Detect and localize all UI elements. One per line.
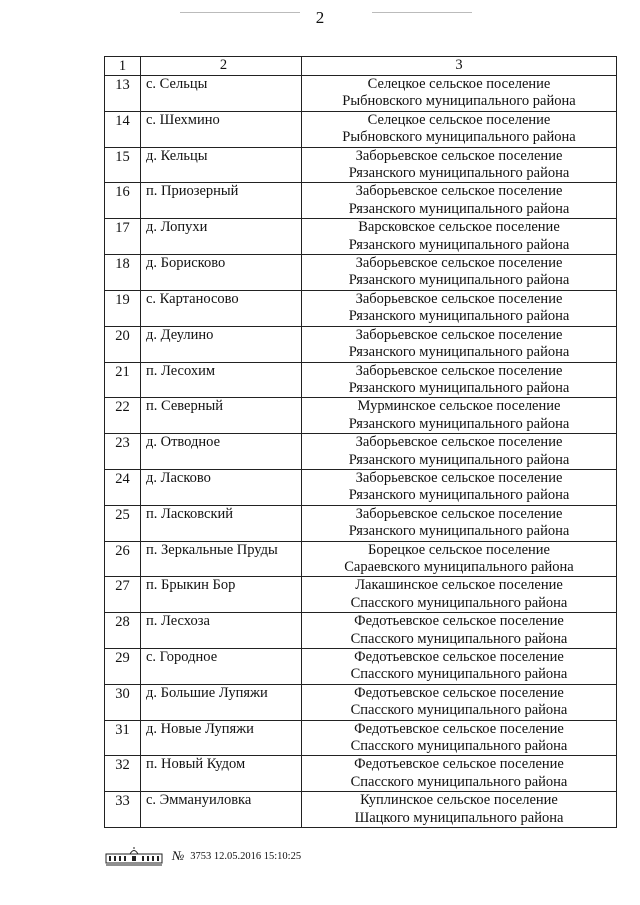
district-name: Рязанского муниципального района (348, 200, 570, 217)
government-building-logo (104, 846, 164, 866)
settlement-name: Федотьевское сельское поселение (354, 720, 564, 737)
table-row (105, 469, 617, 505)
table-row (105, 398, 617, 434)
settlement-name: Заборьевское сельское поселение (355, 362, 563, 379)
table-row (105, 649, 617, 685)
place-name: п. Ласковский (141, 505, 302, 541)
place-name: с. Городное (141, 649, 302, 685)
row-number: 25 (105, 505, 141, 541)
row-number: 33 (105, 792, 141, 828)
table-row (105, 219, 617, 255)
district-name: Рязанского муниципального района (348, 308, 570, 325)
settlement-name: Заборьевское сельское поселение (355, 505, 563, 522)
district-name: Рязанского муниципального района (348, 487, 570, 504)
district-name: Спасского муниципального района (350, 594, 568, 611)
settlement-name: Селецкое сельское поселение (367, 76, 551, 92)
place-name: с. Сельцы (141, 76, 302, 112)
scan-artifact-line (180, 12, 300, 13)
district-name: Рязанского муниципального района (348, 379, 570, 396)
settlement-name: Заборьевское сельское поселение (355, 326, 563, 343)
municipal-unit (302, 290, 617, 326)
municipal-unit (302, 362, 617, 398)
settlement-name: Заборьевское сельское поселение (355, 290, 563, 307)
registration-stamp (104, 846, 301, 866)
municipal-unit (302, 147, 617, 183)
settlement-name: Мурминское сельское поселение (357, 398, 561, 415)
district-name: Рыбновского муниципального района (342, 129, 576, 146)
district-name: Рыбновского муниципального района (342, 93, 576, 110)
table-row (105, 756, 617, 792)
table-row (105, 326, 617, 362)
municipal-unit (302, 219, 617, 255)
district-name: Рязанского муниципального района (348, 523, 570, 540)
row-number: 26 (105, 541, 141, 577)
row-number: 32 (105, 756, 141, 792)
settlement-name: Лакашинское сельское поселение (355, 577, 563, 594)
table-header-row (105, 57, 617, 76)
district-name: Рязанского муниципального района (348, 165, 570, 182)
district-name: Рязанского муниципального района (348, 415, 570, 432)
district-name: Спасского муниципального района (350, 738, 568, 755)
municipal-unit (302, 649, 617, 685)
column-header: 3 (302, 57, 617, 76)
table-row (105, 720, 617, 756)
table-row (105, 792, 617, 828)
settlement-name: Федотьевское сельское поселение (354, 613, 564, 630)
row-number: 29 (105, 649, 141, 685)
municipal-unit (302, 505, 617, 541)
district-name: Рязанского муниципального района (348, 272, 570, 289)
row-number: 28 (105, 613, 141, 649)
municipal-unit (302, 577, 617, 613)
table-row (105, 613, 617, 649)
district-name: Рязанского муниципального района (348, 451, 570, 468)
document-number-sign: № (172, 848, 185, 863)
municipal-unit (302, 326, 617, 362)
district-name: Сараевского муниципального района (344, 558, 574, 575)
place-name: с. Шехмино (141, 111, 302, 147)
column-header: 2 (141, 57, 302, 76)
municipal-unit (302, 720, 617, 756)
row-number: 15 (105, 147, 141, 183)
municipal-unit (302, 111, 617, 147)
municipal-unit (302, 76, 617, 112)
municipal-unit (302, 792, 617, 828)
place-name: д. Деулино (141, 326, 302, 362)
settlement-name: Заборьевское сельское поселение (355, 434, 563, 451)
place-name: д. Ласково (141, 469, 302, 505)
table-row (105, 684, 617, 720)
place-name: с. Эммануиловка (141, 792, 302, 828)
municipal-unit (302, 756, 617, 792)
place-name: п. Лесхоза (141, 613, 302, 649)
place-name: п. Брыкин Бор (141, 577, 302, 613)
municipal-unit (302, 255, 617, 291)
scan-artifact-line (372, 12, 472, 13)
settlements-table (104, 56, 617, 828)
municipal-unit (302, 398, 617, 434)
district-name: Рязанского муниципального района (348, 344, 570, 361)
table-row (105, 147, 617, 183)
row-number: 21 (105, 362, 141, 398)
settlement-name: Заборьевское сельское поселение (355, 255, 563, 272)
settlement-name: Куплинское сельское поселение (360, 792, 558, 809)
district-name: Рязанского муниципального района (348, 236, 570, 253)
row-number: 23 (105, 434, 141, 470)
settlement-name: Федотьевское сельское поселение (354, 684, 564, 701)
row-number: 14 (105, 111, 141, 147)
district-name: Спасского муниципального района (350, 773, 568, 790)
place-name: п. Зеркальные Пруды (141, 541, 302, 577)
table-row (105, 76, 617, 112)
row-number: 22 (105, 398, 141, 434)
row-number: 18 (105, 255, 141, 291)
district-name: Спасского муниципального района (350, 630, 568, 647)
municipal-unit (302, 541, 617, 577)
table-row (105, 577, 617, 613)
district-name: Шацкого муниципального района (354, 809, 564, 826)
place-name: д. Кельцы (141, 147, 302, 183)
table-row (105, 541, 617, 577)
table-body (105, 76, 617, 828)
municipal-unit (302, 469, 617, 505)
row-number: 19 (105, 290, 141, 326)
municipal-unit (302, 434, 617, 470)
table-row (105, 434, 617, 470)
place-name: п. Северный (141, 398, 302, 434)
row-number: 27 (105, 577, 141, 613)
place-name: п. Лесохим (141, 362, 302, 398)
municipal-unit (302, 684, 617, 720)
place-name: д. Новые Лупяжи (141, 720, 302, 756)
registration-number-timestamp: 3753 12.05.2016 15:10:25 (190, 850, 302, 862)
settlement-name: Заборьевское сельское поселение (355, 147, 563, 164)
table-row (105, 362, 617, 398)
table-row (105, 111, 617, 147)
place-name: д. Лопухи (141, 219, 302, 255)
municipal-unit (302, 183, 617, 219)
table-row (105, 505, 617, 541)
column-header: 1 (105, 57, 141, 76)
place-name: с. Картаносово (141, 290, 302, 326)
table-row (105, 255, 617, 291)
place-name: д. Отводное (141, 434, 302, 470)
page-number: 2 (315, 8, 325, 27)
settlement-name: Селецкое сельское поселение (367, 111, 551, 128)
row-number: 16 (105, 183, 141, 219)
row-number: 13 (105, 76, 141, 112)
settlement-name: Федотьевское сельское поселение (354, 649, 564, 665)
place-name: п. Новый Кудом (141, 756, 302, 792)
row-number: 20 (105, 326, 141, 362)
place-name: д. Борисково (141, 255, 302, 291)
place-name: д. Большие Лупяжи (141, 684, 302, 720)
settlement-name: Заборьевское сельское поселение (355, 183, 563, 200)
table-row (105, 183, 617, 219)
place-name: п. Приозерный (141, 183, 302, 219)
settlement-name: Заборьевское сельское поселение (355, 469, 563, 486)
settlement-name: Борецкое сельское поселение (368, 541, 550, 558)
municipal-unit (302, 613, 617, 649)
row-number: 30 (105, 684, 141, 720)
district-name: Спасского муниципального района (350, 702, 568, 719)
settlement-name: Варсковское сельское поселение (358, 219, 560, 236)
table-row (105, 290, 617, 326)
settlement-name: Федотьевское сельское поселение (354, 756, 564, 773)
district-name: Спасского муниципального района (350, 666, 568, 683)
row-number: 31 (105, 720, 141, 756)
row-number: 24 (105, 469, 141, 505)
row-number: 17 (105, 219, 141, 255)
